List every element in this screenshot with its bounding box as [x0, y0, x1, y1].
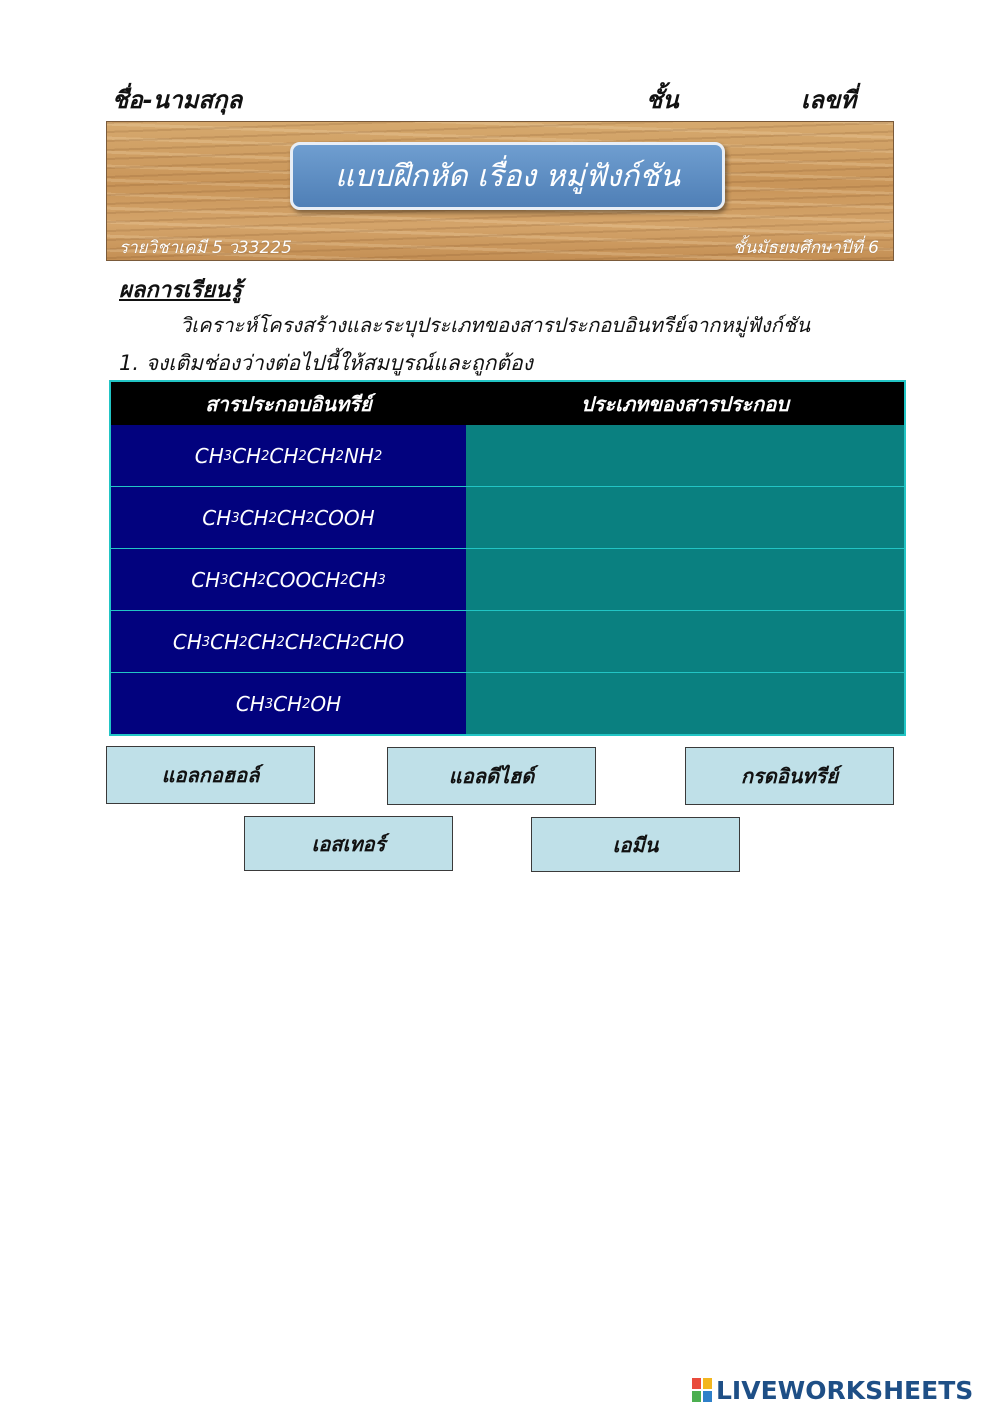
logo-square-1	[692, 1378, 701, 1389]
logo-square-2	[703, 1378, 712, 1389]
formula-cell: CH 3 CH 2 CH 2 CH 2 NH 2	[194, 444, 383, 468]
logo-square-3	[692, 1391, 701, 1402]
learning-outcome-text: วิเคราะห์โครงสร้างและระบุประเภทของสารประกอบอินทรีย์จากหมู่ฟังก์ชัน	[180, 313, 811, 337]
formula-cell: CH 3 CH 2 CH 2 CH 2 CH 2 CHO	[172, 630, 405, 654]
grade-level: ชั้นมัธยมศึกษาปีที่ 6	[733, 238, 879, 258]
column-header-compound: สารประกอบอินทรีย์	[111, 382, 466, 425]
liveworksheets-logo	[692, 1375, 973, 1405]
question-text: 1. จงเติมช่องว่างต่อไปนี้ให้สมบูรณ์และถูกต้อง	[119, 351, 533, 375]
compound-table	[109, 380, 906, 736]
course-code: รายวิชาเคมี 5 ว33225	[119, 238, 292, 258]
worksheet-title: แบบฝึกหัด เรื่อง หมู่ฟังก์ชัน	[290, 142, 725, 210]
formula-cell: CH 3 CH 2 COOCH 2 CH 3	[191, 568, 386, 592]
answer-drop-zone[interactable]	[466, 674, 904, 734]
name-label: ชื่อ-นามสกุล	[112, 86, 243, 114]
choice-aldehyde[interactable]: แอลดีไฮด์	[387, 747, 596, 805]
column-header-type: ประเภทของสารประกอบ	[466, 382, 904, 425]
title-banner	[106, 121, 894, 261]
answer-drop-zone[interactable]	[466, 488, 904, 548]
answer-drop-zone[interactable]	[466, 550, 904, 610]
answer-drop-zone[interactable]	[466, 426, 904, 486]
choice-ester[interactable]: เอสเทอร์	[244, 816, 453, 871]
liveworksheets-logo-icon	[692, 1378, 712, 1402]
logo-square-4	[703, 1391, 712, 1402]
learning-outcome-heading: ผลการเรียนรู้	[119, 278, 242, 303]
choice-amine[interactable]: เอมีน	[531, 817, 740, 872]
number-label: เลขที่	[801, 86, 857, 114]
choice-carboxylic-acid[interactable]: กรดอินทรีย์	[685, 747, 894, 805]
answer-drop-zone[interactable]	[466, 612, 904, 672]
logo-text: LIVEWORKSHEETS	[716, 1375, 974, 1405]
choice-alcohol[interactable]: แอลกอฮอล์	[106, 746, 315, 804]
formula-cell: CH 3 CH 2 CH 2 COOH	[202, 506, 375, 530]
class-label: ชั้น	[646, 86, 679, 114]
formula-cell: CH 3 CH 2 OH	[235, 692, 342, 716]
